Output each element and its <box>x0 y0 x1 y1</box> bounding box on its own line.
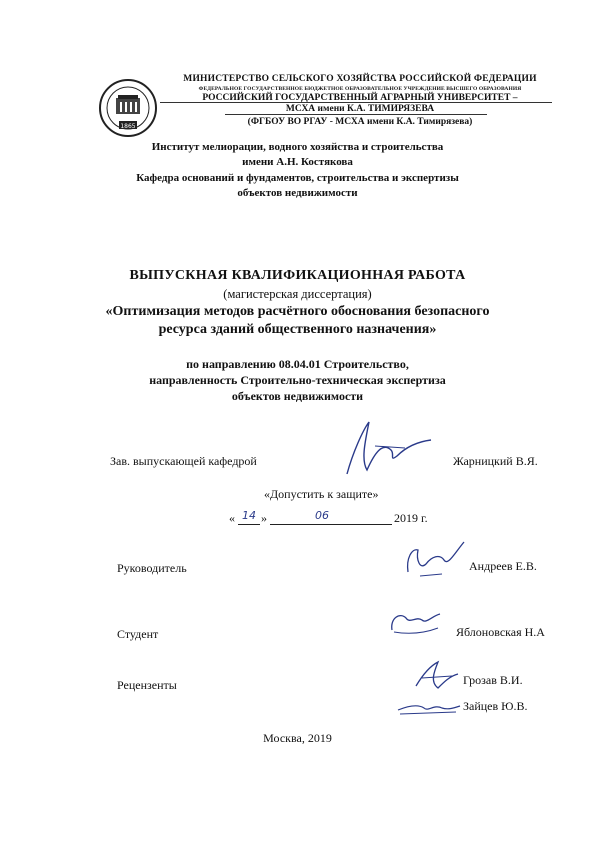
document-subtitle: (магистерская диссертация) <box>223 287 372 301</box>
head-of-department-name: Жарницкий В.Я. <box>453 454 538 468</box>
date-day-underline <box>238 524 260 525</box>
date-quote-close: » <box>261 511 267 525</box>
city-and-year: Москва, 2019 <box>263 731 332 745</box>
logo-year: 1865 <box>120 123 136 130</box>
direction-line-3: объектов недвижимости <box>231 389 364 403</box>
thesis-topic-line-2: ресурса зданий общественного назначения» <box>158 322 437 337</box>
thesis-topic-line-1: «Оптимизация методов расчётного обоснования безопасного <box>105 304 490 319</box>
institution-type: ФЕДЕРАЛЬНОЕ ГОСУДАРСТВЕННОЕ БЮДЖЕТНОЕ ОБРАЗОВАТЕЛЬНОЕ УЧРЕЖДЕНИЕ ВЫСШЕГО ОБРАЗОВАНИЯ <box>198 86 522 92</box>
date-month: 06 <box>315 509 329 522</box>
header-divider-2 <box>225 114 487 115</box>
university-name-2: МСХА имени К.А. ТИМИРЯЗЕВА <box>285 104 435 114</box>
student-label: Студент <box>117 627 159 641</box>
institute-line-2: имени А.Н. Костякова <box>242 156 353 168</box>
institute-line-1: Институт мелиорации, водного хозяйства и строительства <box>151 141 444 153</box>
reviewer-2-signature <box>394 696 462 720</box>
ministry-name: МИНИСТЕРСТВО СЕЛЬСКОГО ХОЗЯЙСТВА РОССИЙСКОЙ ФЕДЕРАЦИИ <box>183 74 537 84</box>
document-title: ВЫПУСКНАЯ КВАЛИФИКАЦИОННАЯ РАБОТА <box>129 268 466 283</box>
department-line-2: объектов недвижимости <box>237 187 358 199</box>
supervisor-signature <box>402 536 468 582</box>
direction-line-1: по направлению 08.04.01 Строительство, <box>186 357 409 371</box>
head-of-department-label: Зав. выпускающей кафедрой <box>110 454 257 468</box>
student-name: Яблоновская Н.А <box>456 625 545 639</box>
reviewers-label: Рецензенты <box>117 678 177 692</box>
head-signature <box>335 412 445 482</box>
reviewer-1-signature <box>408 656 462 696</box>
department-line-1: Кафедра оснований и фундаментов, строительства и экспертизы <box>136 172 459 184</box>
reviewer-1-name: Грозав В.И. <box>463 673 523 687</box>
direction-line-2: направленность Строительно-техническая экспертиза <box>149 373 446 387</box>
university-short-name: (ФГБОУ ВО РГАУ - МСХА имени К.А. Тимирязева) <box>247 117 473 127</box>
reviewer-2-name: Зайцев Ю.В. <box>463 699 528 713</box>
date-year: 2019 г. <box>394 511 428 525</box>
date-day: 14 <box>242 509 256 522</box>
header-divider <box>160 102 552 103</box>
student-signature <box>386 604 448 644</box>
date-month-underline <box>270 524 392 525</box>
supervisor-label: Руководитель <box>117 561 187 575</box>
supervisor-name: Андреев Е.В. <box>469 559 537 573</box>
date-quote-open: « <box>229 511 235 525</box>
university-name: РОССИЙСКИЙ ГОСУДАРСТВЕННЫЙ АГРАРНЫЙ УНИВЕРСИТЕТ – <box>202 93 518 103</box>
university-seal-logo <box>98 78 158 138</box>
admit-to-defense: «Допустить к защите» <box>264 487 379 501</box>
